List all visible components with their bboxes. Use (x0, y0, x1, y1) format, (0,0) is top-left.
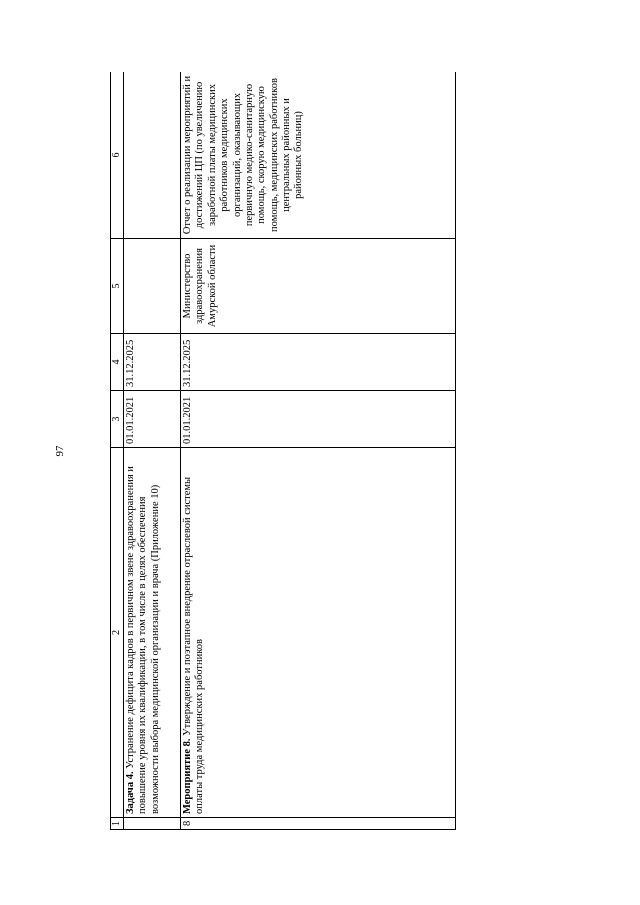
measure-responsible-cell: Министерство здравоохранения Амурской области (181, 239, 456, 334)
table-region (110, 72, 456, 830)
task-description-cell (124, 448, 181, 818)
header-cell-1: 1 (111, 818, 124, 830)
header-cell-5: 5 (111, 239, 124, 334)
measure-number-cell: 8 (181, 818, 456, 830)
task-row (124, 72, 181, 830)
header-cell-3: 3 (111, 391, 124, 448)
task-responsible-cell (124, 239, 181, 334)
measure-label: Мероприятие 8. (182, 738, 193, 814)
header-cell-2: 2 (111, 448, 124, 818)
task-start-date: 01.01.2021 (124, 391, 181, 448)
page-number: 97 (54, 445, 66, 457)
task-text: Устранение дефицита кадров в первичном звене здравоохранения и повышение уровня их квалификации, в том числе в целях обеспечения возможности выбора медицинской организации и врача (Приложение 10) (125, 466, 161, 814)
header-cell-4: 4 (111, 334, 124, 391)
task-number-cell (124, 818, 181, 830)
measure-row (181, 72, 456, 830)
measure-result-cell: Отчет о реализации мероприятий и достижений ЦП (по увеличению заработной платы медицинских работников медицинских организаций, оказывающих первичную медико-санитарную помощь, скорую медицинскую помощь, медицинских работников центральных районных и районных больниц) (181, 72, 456, 239)
header-cell-6: 6 (111, 72, 124, 239)
task-result-cell (124, 72, 181, 239)
header-row (111, 72, 124, 830)
rotated-table-container (110, 72, 456, 830)
task-end-date: 31.12.2025 (124, 334, 181, 391)
measure-end-date: 31.12.2025 (181, 334, 456, 391)
program-table (110, 72, 456, 830)
task-label: Задача 4. (125, 771, 136, 814)
measure-start-date: 01.01.2021 (181, 391, 456, 448)
measure-description-cell (181, 448, 456, 818)
measure-text: Утверждение и поэтапное внедрение отраслевой системы оплаты труда медицинских работников (182, 476, 206, 814)
